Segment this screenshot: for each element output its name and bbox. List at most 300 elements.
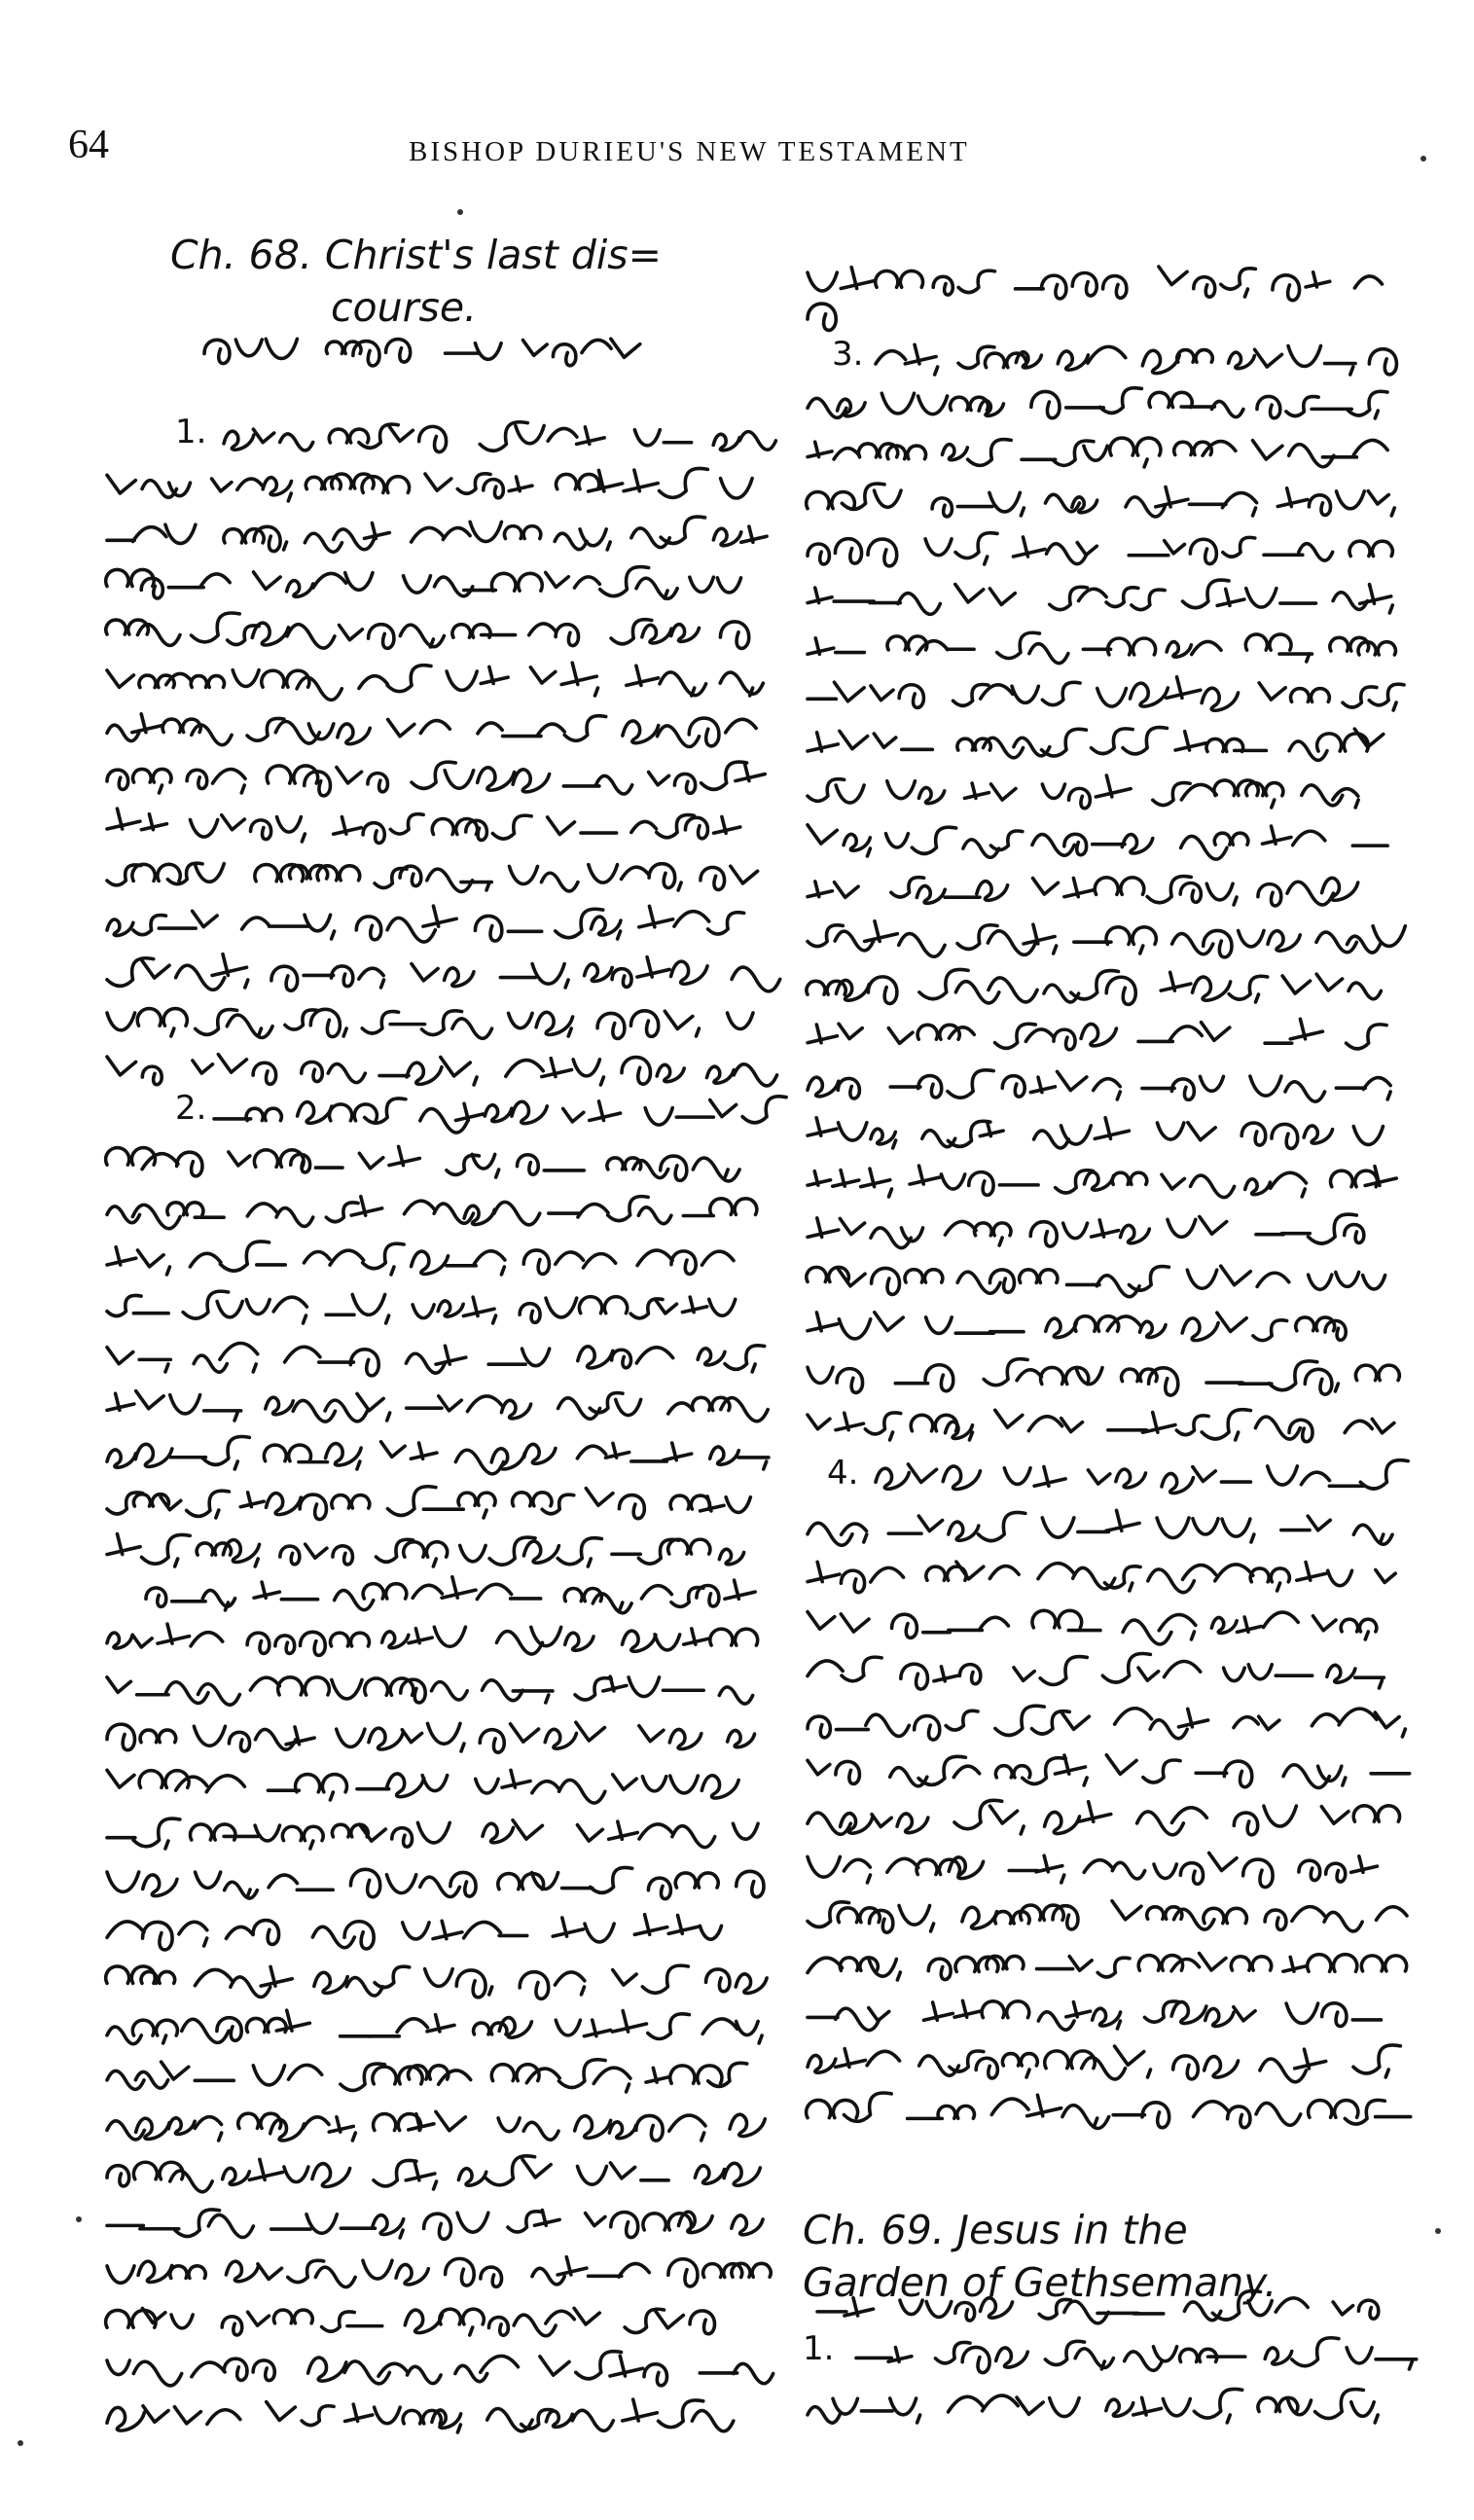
shorthand-glyph <box>807 2100 858 2117</box>
shorthand-glyph <box>842 1524 867 1534</box>
shorthand-glyph <box>1282 976 1310 993</box>
shorthand-glyph <box>1229 352 1255 368</box>
shorthand-comma <box>1379 1680 1382 1688</box>
shorthand-glyph <box>1304 1126 1332 1143</box>
shorthand-glyph <box>1159 1615 1196 1631</box>
shorthand-glyph <box>1084 1172 1113 1190</box>
shorthand-glyph <box>1312 1714 1339 1726</box>
shorthand-comma <box>1409 2361 1412 2369</box>
shorthand-glyph <box>1004 1468 1030 1485</box>
shorthand-glyph <box>866 1714 910 1736</box>
shorthand-glyph <box>1154 1864 1176 1879</box>
shorthand-comma <box>1343 1778 1346 1785</box>
shorthand-glyph <box>887 781 916 799</box>
shorthand-glyph <box>833 2398 857 2414</box>
shorthand-glyph <box>962 2347 989 2372</box>
shorthand-glyph <box>1365 1167 1396 1186</box>
shorthand-glyph <box>1191 1175 1235 1198</box>
shorthand-glyph <box>808 1025 837 1043</box>
verse-marker: 1. <box>175 413 207 451</box>
shorthand-glyph <box>1154 2347 1177 2361</box>
shorthand-glyph <box>808 1760 830 1775</box>
shorthand-glyph <box>1372 1419 1394 1432</box>
verse-marker: 2. <box>175 1089 207 1128</box>
shorthand-glyph <box>871 686 893 701</box>
shorthand-glyph <box>949 1027 974 1038</box>
shorthand-glyph <box>869 2008 889 2021</box>
shorthand-glyph <box>1029 644 1068 664</box>
shorthand-glyph <box>1272 1124 1298 1148</box>
shorthand-comma <box>931 1924 934 1931</box>
shorthand-glyph <box>1173 2056 1199 2079</box>
shorthand-comma <box>1227 2415 1230 2423</box>
shorthand-glyph <box>1363 1276 1385 1289</box>
shorthand-glyph <box>1260 2059 1307 2082</box>
shorthand-glyph <box>1157 1518 1189 1538</box>
shorthand-glyph <box>933 276 953 295</box>
shorthand-glyph <box>1360 1460 1408 1489</box>
shorthand-glyph <box>1106 977 1135 1004</box>
shorthand-glyph <box>1123 728 1167 754</box>
shorthand-glyph <box>898 594 940 615</box>
shorthand-glyph <box>1131 683 1168 706</box>
shorthand-glyph <box>918 396 948 414</box>
shorthand-glyph <box>867 2051 899 2065</box>
shorthand-glyph <box>1248 1665 1272 1679</box>
shorthand-comma <box>1387 1092 1390 1099</box>
shorthand-glyph <box>1193 1519 1218 1534</box>
chapter-68-heading-line-1: Ch. 68. Christ's last dis= <box>170 232 662 278</box>
shorthand-glyph <box>900 2300 922 2315</box>
shorthand-glyph <box>1288 346 1321 367</box>
shorthand-comma <box>1244 289 1247 297</box>
shorthand-glyph <box>1369 349 1396 375</box>
shorthand-glyph <box>1115 1709 1152 1724</box>
shorthand-glyph <box>1204 1908 1246 1923</box>
shorthand-glyph <box>1309 1214 1357 1243</box>
shorthand-glyph <box>808 1313 838 1331</box>
shorthand-glyph <box>1228 2106 1250 2128</box>
shorthand-glyph <box>1336 1273 1359 1287</box>
shorthand-comma <box>867 848 870 856</box>
shorthand-glyph <box>1217 589 1244 605</box>
shorthand-glyph <box>1250 1076 1281 1096</box>
shorthand-glyph <box>1202 1410 1250 1439</box>
shorthand-comma <box>1365 1632 1368 1639</box>
shorthand-glyph <box>980 2298 1012 2318</box>
shorthand-glyph <box>1355 1365 1399 1380</box>
shorthand-glyph <box>844 834 870 850</box>
shorthand-glyph <box>1262 826 1291 844</box>
shorthand-glyph <box>989 492 1020 512</box>
shorthand-glyph <box>899 685 923 708</box>
shorthand-comma <box>864 1534 867 1542</box>
shorthand-glyph <box>1255 1417 1300 1439</box>
shorthand-glyph <box>1024 924 1055 944</box>
shorthand-glyph <box>968 440 1012 466</box>
shorthand-glyph <box>1112 1862 1144 1879</box>
shorthand-comma <box>890 1432 893 1440</box>
shorthand-glyph <box>1030 1077 1055 1093</box>
shorthand-glyph <box>991 2099 1028 2114</box>
shorthand-glyph <box>808 638 834 654</box>
shorthand-glyph <box>908 1464 936 1483</box>
shorthand-glyph <box>865 1413 900 1434</box>
shorthand-glyph <box>1075 2349 1113 2368</box>
shorthand-glyph <box>872 1815 891 1827</box>
shorthand-glyph <box>915 1716 940 1740</box>
shorthand-glyph <box>1168 1219 1196 1237</box>
shorthand-glyph <box>1013 537 1045 557</box>
shorthand-glyph <box>1106 588 1138 607</box>
shorthand-glyph <box>1264 1806 1296 1826</box>
shorthand-glyph <box>1299 1860 1320 1880</box>
shorthand-glyph <box>836 1413 863 1430</box>
shorthand-glyph <box>1328 1570 1352 1585</box>
shorthand-glyph <box>1202 1023 1230 1041</box>
shorthand-glyph <box>899 1905 930 1925</box>
shorthand-comma <box>1256 994 1259 1002</box>
shorthand-glyph <box>808 1523 852 1545</box>
shorthand-comma <box>1191 1632 1194 1639</box>
shorthand-glyph <box>875 490 902 507</box>
shorthand-glyph <box>1224 1761 1251 1787</box>
shorthand-comma <box>999 1238 1002 1245</box>
shorthand-glyph <box>808 1367 833 1383</box>
shorthand-glyph <box>1333 2302 1352 2315</box>
shorthand-glyph <box>808 2055 836 2072</box>
shorthand-glyph <box>995 1912 1030 1924</box>
shorthand-glyph <box>1245 634 1291 650</box>
shorthand-glyph <box>1110 438 1161 455</box>
shorthand-glyph <box>876 270 923 287</box>
shorthand-glyph <box>808 1171 831 1185</box>
shorthand-glyph <box>932 498 952 517</box>
shorthand-glyph <box>1258 884 1281 906</box>
shorthand-glyph <box>1295 2049 1326 2069</box>
shorthand-glyph <box>1308 1955 1357 1972</box>
shorthand-glyph <box>956 1562 984 1579</box>
shorthand-glyph <box>1115 2046 1144 2065</box>
shorthand-glyph <box>943 1466 980 1490</box>
shorthand-glyph <box>1312 1616 1336 1631</box>
shorthand-glyph <box>1177 350 1212 363</box>
shorthand-glyph <box>1112 1172 1146 1184</box>
shorthand-glyph <box>834 682 864 702</box>
shorthand-glyph <box>1348 983 1381 999</box>
shorthand-glyph <box>808 304 836 330</box>
shorthand-glyph <box>1028 1417 1061 1431</box>
shorthand-glyph <box>1097 1958 1130 1977</box>
shorthand-comma <box>867 1875 870 1883</box>
shorthand-glyph <box>1204 2057 1239 2077</box>
shorthand-comma <box>1117 2021 1120 2029</box>
shorthand-glyph <box>1031 391 1060 417</box>
shorthand-glyph <box>808 825 837 844</box>
shorthand-glyph <box>1133 2397 1162 2415</box>
shorthand-glyph <box>1299 544 1333 560</box>
shorthand-glyph <box>925 1365 953 1391</box>
shorthand-glyph <box>1234 1717 1258 1728</box>
shorthand-glyph <box>833 1170 859 1187</box>
verse-marker: 3. <box>832 335 864 374</box>
shorthand-glyph <box>946 1710 978 1730</box>
shorthand-glyph <box>928 1959 951 1979</box>
shorthand-glyph <box>1190 539 1216 563</box>
shorthand-glyph <box>888 1028 913 1044</box>
shorthand-glyph <box>990 831 1022 850</box>
shorthand-glyph <box>1377 1907 1407 1921</box>
shorthand-glyph <box>1206 883 1233 900</box>
shorthand-glyph <box>905 1270 943 1282</box>
shorthand-glyph <box>1030 1222 1057 1246</box>
shorthand-glyph <box>1321 1807 1348 1824</box>
shorthand-glyph <box>1259 1716 1279 1729</box>
verse-marker: 4. <box>827 1454 859 1493</box>
shorthand-glyph <box>844 1859 870 1871</box>
shorthand-glyph <box>808 1118 837 1135</box>
shorthand-glyph <box>1079 589 1107 600</box>
shorthand-glyph <box>1375 1712 1399 1728</box>
shorthand-glyph <box>1316 974 1342 990</box>
shorthand-glyph <box>1032 1610 1082 1628</box>
shorthand-glyph <box>918 1516 942 1530</box>
shorthand-glyph <box>1333 593 1367 610</box>
shorthand-glyph <box>1292 1907 1325 1922</box>
shorthand-glyph <box>926 2301 952 2317</box>
shorthand-glyph <box>1288 2400 1312 2415</box>
shorthand-glyph <box>840 731 868 748</box>
shorthand-glyph <box>808 1958 842 1972</box>
shorthand-comma <box>935 367 938 375</box>
shorthand-comma <box>1385 2070 1388 2077</box>
shorthand-glyph <box>1061 1126 1091 1144</box>
shorthand-glyph <box>1120 1225 1149 1242</box>
shorthand-glyph <box>1316 932 1356 953</box>
shorthand-glyph <box>834 449 859 459</box>
shorthand-glyph <box>955 1957 998 1971</box>
shorthand-glyph <box>1231 1957 1271 1970</box>
shorthand-glyph <box>1150 1720 1187 1739</box>
shorthand-glyph <box>1106 927 1156 945</box>
shorthand-glyph <box>845 2298 874 2316</box>
shorthand-glyph <box>1194 2102 1229 2117</box>
shorthand-glyph <box>892 1614 917 1638</box>
shorthand-glyph <box>1306 272 1330 287</box>
shorthand-glyph <box>1259 683 1285 700</box>
shorthand-glyph <box>1194 277 1215 298</box>
shorthand-glyph <box>942 445 967 460</box>
shorthand-glyph <box>981 685 1013 699</box>
shorthand-glyph <box>978 1512 1025 1540</box>
shorthand-glyph <box>808 1612 835 1630</box>
shorthand-glyph <box>1345 1225 1364 1243</box>
shorthand-glyph <box>1202 688 1238 710</box>
shorthand-glyph <box>1285 1082 1325 1101</box>
shorthand-glyph <box>1324 1912 1362 1931</box>
shorthand-glyph <box>1165 541 1185 554</box>
shorthand-comma <box>1355 800 1358 808</box>
shorthand-comma <box>1251 1534 1254 1542</box>
shorthand-glyph <box>926 1317 953 1334</box>
shorthand-glyph <box>839 1024 862 1038</box>
shorthand-glyph <box>975 1223 1011 1236</box>
shorthand-glyph <box>1061 1419 1083 1432</box>
shorthand-glyph <box>1246 589 1276 607</box>
shorthand-glyph <box>1046 1318 1077 1337</box>
shorthand-comma <box>1095 2118 1097 2126</box>
shorthand-glyph <box>1309 495 1330 516</box>
shorthand-glyph <box>953 1766 979 1777</box>
shorthand-glyph <box>1106 1510 1139 1530</box>
shorthand-comma <box>985 557 988 564</box>
shorthand-comma <box>1375 411 1378 418</box>
shorthand-glyph <box>1081 1024 1116 1045</box>
shorthand-glyph <box>1142 350 1179 373</box>
shorthand-glyph <box>1349 541 1392 556</box>
shorthand-glyph <box>1072 273 1097 296</box>
shorthand-glyph <box>1250 1568 1289 1582</box>
shorthand-glyph <box>959 1665 980 1684</box>
shorthand-comma <box>1140 946 1143 954</box>
shorthand-glyph <box>1290 1019 1322 1038</box>
shorthand-glyph <box>1033 879 1059 895</box>
shorthand-glyph <box>949 2396 984 2412</box>
shorthand-glyph <box>871 1129 895 1144</box>
shorthand-glyph <box>1016 352 1041 368</box>
shorthand-glyph <box>890 2398 917 2415</box>
shorthand-glyph <box>1200 1216 1227 1234</box>
shorthand-glyph <box>839 1123 867 1140</box>
shorthand-glyph <box>1239 930 1264 946</box>
shorthand-glyph <box>1069 788 1091 808</box>
shorthand-glyph <box>989 589 1015 605</box>
shorthand-glyph <box>808 442 832 456</box>
shorthand-glyph <box>1347 1025 1387 1049</box>
shorthand-glyph <box>869 1959 896 1976</box>
shorthand-glyph <box>1341 1619 1377 1632</box>
shorthand-glyph <box>1297 1563 1326 1581</box>
shorthand-comma <box>1144 459 1147 467</box>
shorthand-glyph <box>1165 1661 1201 1676</box>
shorthand-glyph <box>1167 642 1191 658</box>
shorthand-glyph <box>917 886 945 904</box>
shorthand-glyph <box>808 1218 839 1238</box>
shorthand-glyph <box>1291 689 1330 702</box>
shorthand-glyph <box>1192 641 1221 654</box>
shorthand-glyph <box>1376 1569 1395 1582</box>
shorthand-glyph <box>836 980 869 1000</box>
shorthand-glyph <box>1054 1029 1075 1050</box>
shorthand-glyph <box>938 2106 974 2118</box>
shorthand-glyph <box>1264 1612 1299 1627</box>
shorthand-glyph <box>1088 1470 1109 1484</box>
shorthand-glyph <box>1171 2002 1206 2024</box>
shorthand-glyph <box>1095 878 1144 894</box>
shorthand-glyph <box>1224 1668 1245 1681</box>
shorthand-glyph <box>1027 2095 1061 2116</box>
shorthand-glyph <box>1038 1564 1074 1579</box>
shorthand-glyph <box>808 2407 840 2424</box>
shorthand-glyph <box>1167 677 1201 699</box>
shorthand-glyph <box>1322 878 1358 900</box>
shorthand-glyph <box>808 1661 843 1676</box>
shorthand-glyph <box>1175 732 1205 750</box>
shorthand-glyph <box>839 1319 870 1339</box>
shorthand-glyph <box>1363 1078 1390 1090</box>
shorthand-glyph <box>1041 275 1065 299</box>
shorthand-comma <box>1148 2070 1151 2077</box>
shorthand-comma <box>1335 1384 1338 1391</box>
chapter-69-heading-line-2: Garden of Gethsemany. <box>803 2259 1277 2306</box>
shorthand-glyph <box>808 1562 840 1581</box>
shorthand-glyph <box>989 1270 1014 1292</box>
shorthand-glyph <box>1042 784 1064 798</box>
shorthand-comma <box>1084 1778 1087 1785</box>
shorthand-glyph <box>1347 2348 1372 2363</box>
shorthand-glyph <box>1234 1813 1257 1835</box>
shorthand-glyph <box>881 393 914 414</box>
shorthand-glyph <box>989 1806 1017 1823</box>
shorthand-glyph <box>991 784 1016 800</box>
shorthand-glyph <box>1162 1474 1193 1494</box>
shorthand-glyph <box>1157 1123 1183 1139</box>
shorthand-glyph <box>1181 784 1216 800</box>
shorthand-glyph <box>1243 1859 1273 1887</box>
shorthand-glyph <box>1084 1860 1112 1873</box>
shorthand-glyph <box>1064 879 1095 897</box>
shorthand-glyph <box>954 2000 981 2017</box>
shorthand-comma <box>1021 1826 1024 1834</box>
shorthand-glyph <box>875 1313 904 1331</box>
shorthand-glyph <box>1309 1275 1332 1289</box>
shorthand-comma <box>1393 702 1396 710</box>
shorthand-glyph <box>1122 835 1152 853</box>
shorthand-glyph <box>964 783 989 798</box>
shorthand-glyph <box>1241 1123 1266 1145</box>
shorthand-glyph <box>1229 976 1268 999</box>
shorthand-glyph <box>1149 1368 1178 1395</box>
shorthand-glyph <box>1348 391 1387 415</box>
shorthand-comma <box>1391 508 1394 516</box>
shorthand-glyph <box>838 1078 859 1098</box>
shorthand-glyph <box>1289 741 1327 760</box>
shorthand-glyph <box>840 1218 864 1234</box>
shorthand-comma <box>1234 897 1237 905</box>
shorthand-glyph <box>1351 1856 1378 1873</box>
shorthand-glyph <box>934 1667 957 1681</box>
shorthand-glyph <box>868 539 897 566</box>
shorthand-glyph <box>1217 1313 1246 1331</box>
shorthand-glyph <box>1286 2003 1318 2023</box>
shorthand-glyph <box>1286 397 1318 416</box>
shorthand-glyph <box>955 2302 975 2321</box>
shorthand-glyph <box>948 1070 993 1098</box>
shorthand-glyph <box>1095 1118 1129 1139</box>
shorthand-glyph <box>1106 1755 1136 1775</box>
shorthand-comma <box>1375 2415 1378 2423</box>
shorthand-glyph <box>1353 1525 1392 1544</box>
shorthand-glyph <box>1246 783 1283 796</box>
shorthand-glyph <box>1194 2389 1241 2418</box>
shorthand-glyph <box>1209 1853 1237 1870</box>
shorthand-glyph <box>1200 1953 1226 1969</box>
shorthand-glyph <box>946 1422 973 1438</box>
shorthand-glyph <box>1255 349 1282 367</box>
shorthand-glyph <box>1273 275 1300 301</box>
shorthand-glyph <box>808 1415 830 1429</box>
shorthand-glyph <box>872 1268 900 1294</box>
